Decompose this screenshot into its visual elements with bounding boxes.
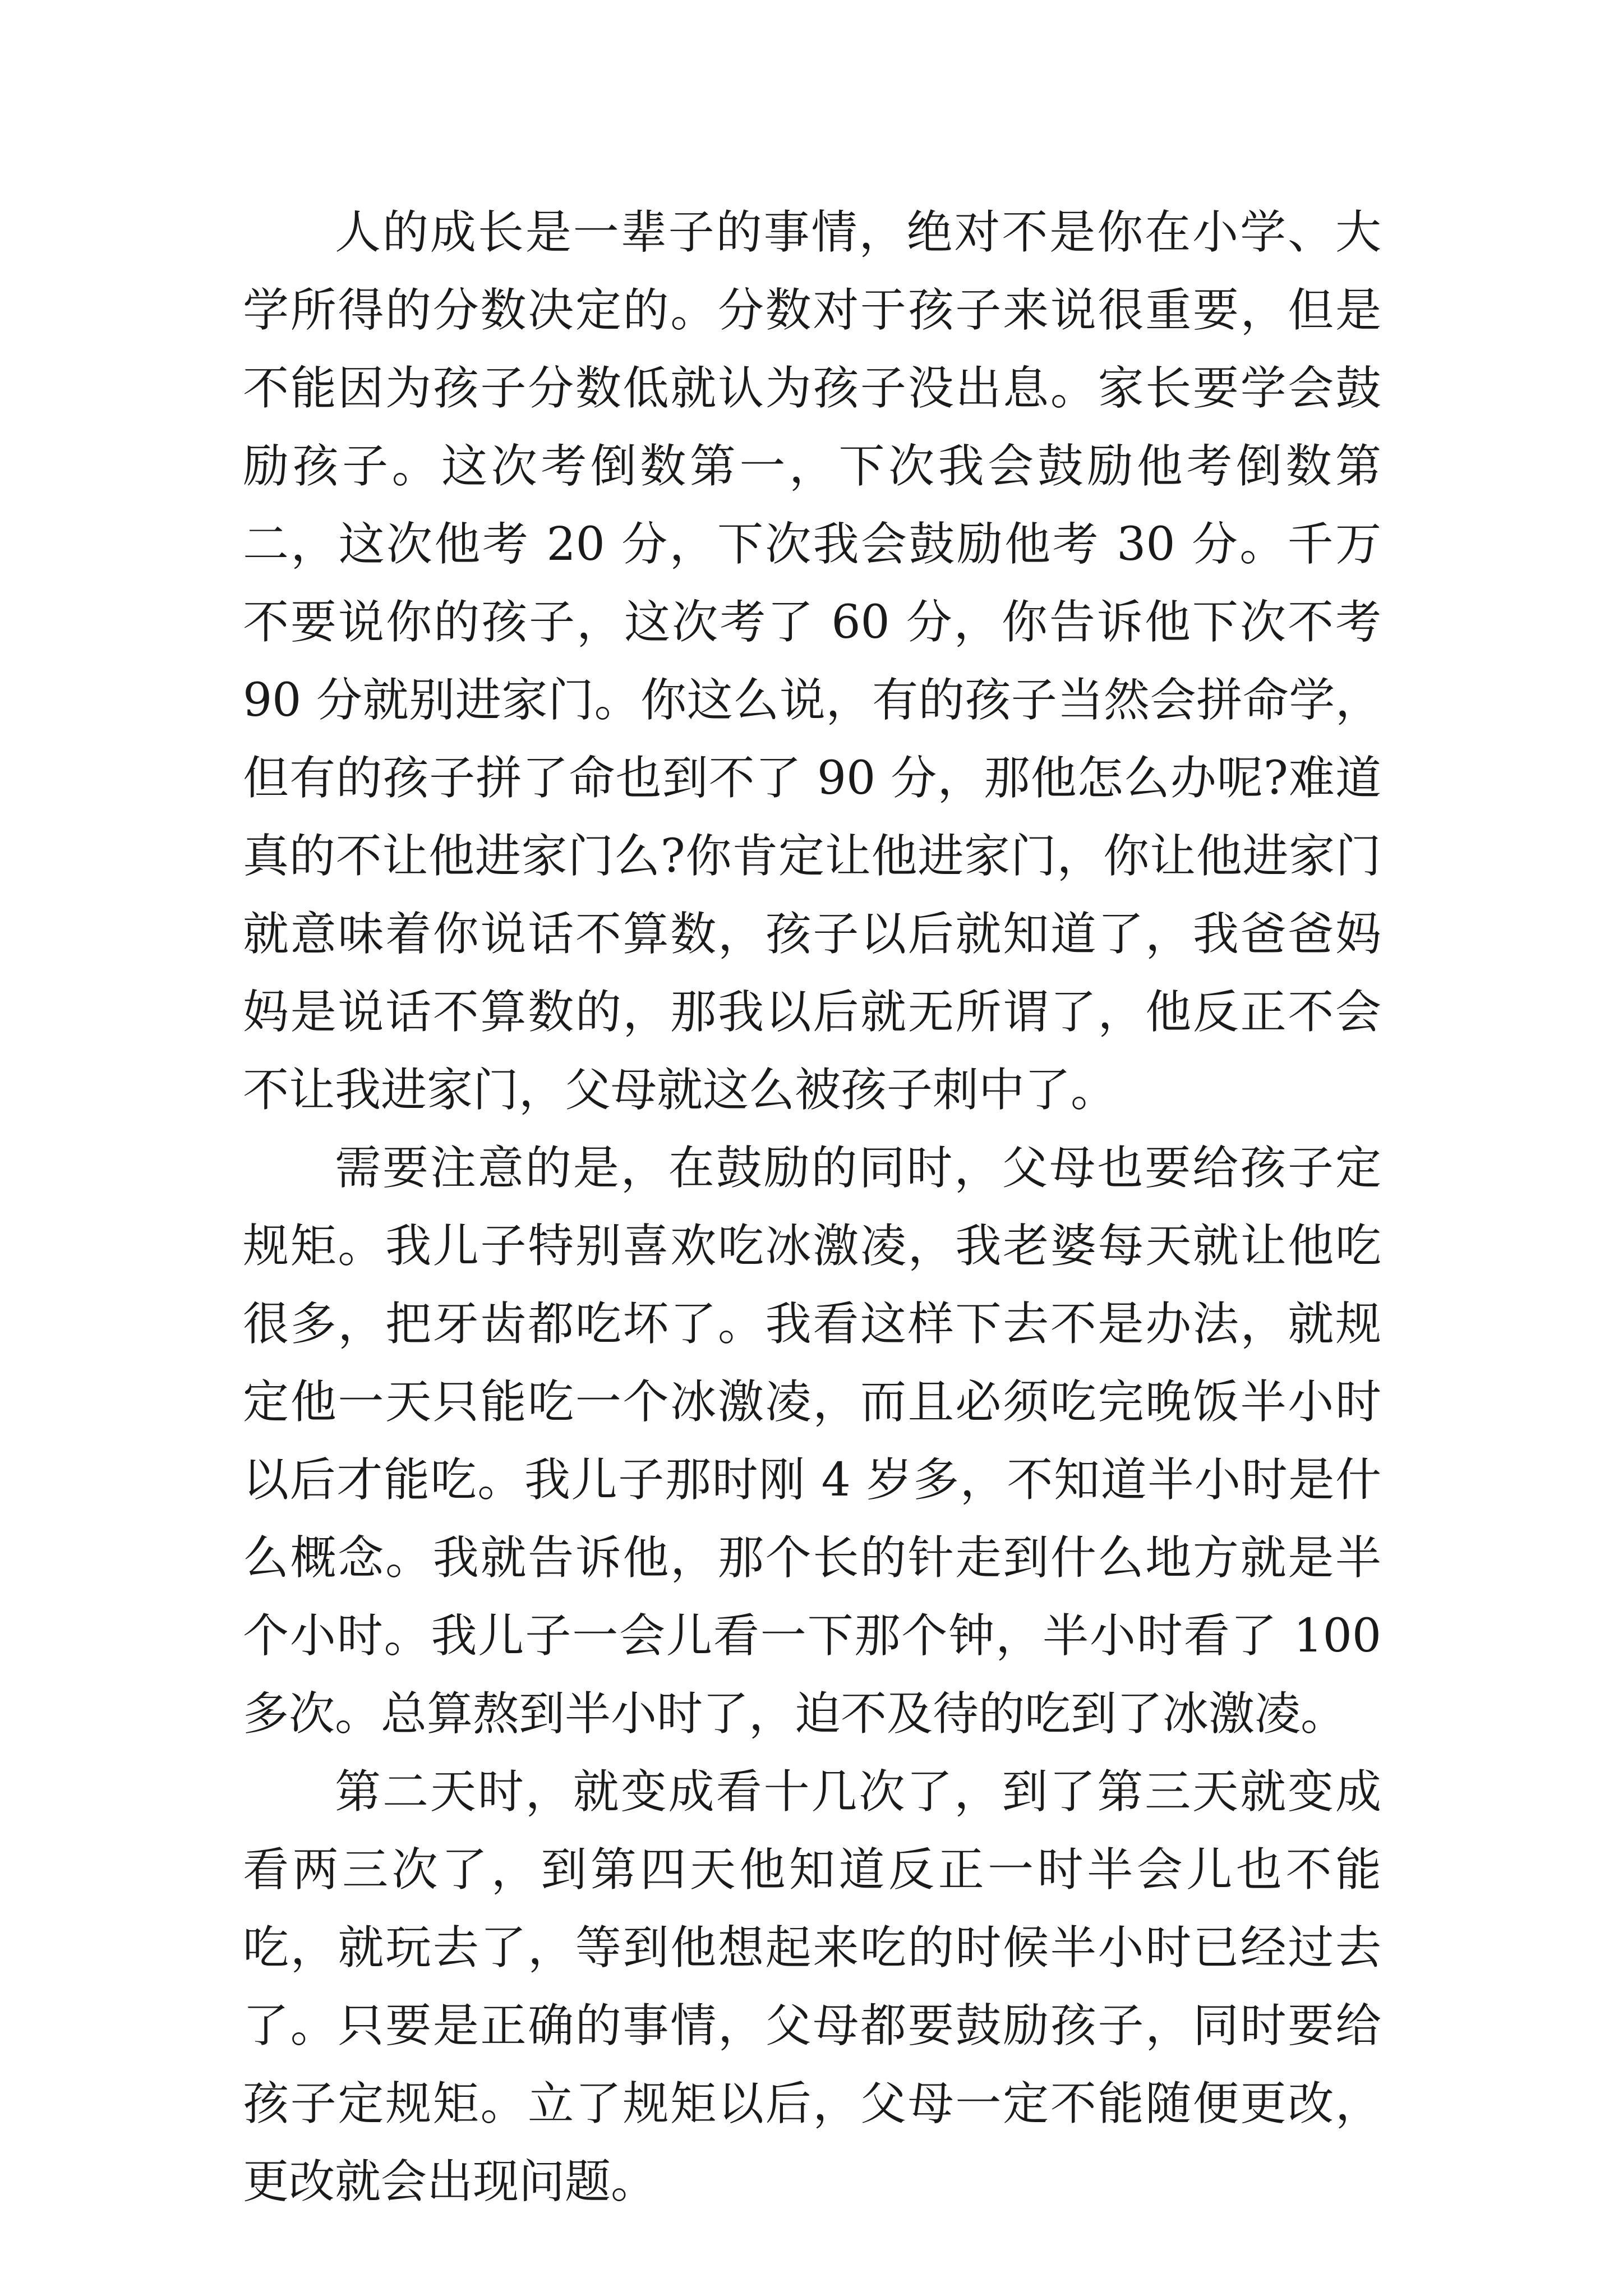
paragraph-1: 人的成长是一辈子的事情，绝对不是你在小学、大学所得的分数决定的。分数对于孩子来说很重要，但是不能因为孩子分数低就认为孩子没出息。家长要学会鼓励孩子。这次考倒数第一，下次我会鼓励他考倒数第二，这次他考 20 分，下次我会鼓励他考 30 分。千万不要说你的孩子，这次考了 60 分，你告诉他下次不考 90 分就别进家门。你这么说，有的孩子当然会拼命学，但有的孩子拼了命也到不了 90 分，那他怎么办呢?难道真的不让他进家门么?你肯定让他进家门，你让他进家门就意味着你说话不算数，孩子以后就知道了，我爸爸妈妈是说话不算数的，那我以后就无所谓了，他反正不会不让我进家门，父母就这么被孩子刺中了。 <box>243 206 1381 1117</box>
document-body <box>243 194 1381 2221</box>
paragraph-3: 第二天时，就变成看十几次了，到了第三天就变成看两三次了，到第四天他知道反正一时半会儿也不能吃，就玩去了，等到他想起来吃的时候半小时已经过去了。只要是正确的事情，父母都要鼓励孩子，同时要给孩子定规矩。立了规矩以后，父母一定不能随便更改，更改就会出现问题。 <box>243 1765 1381 2208</box>
paragraph-2: 需要注意的是，在鼓励的同时，父母也要给孩子定规矩。我儿子特别喜欢吃冰激凌，我老婆每天就让他吃很多，把牙齿都吃坏了。我看这样下去不是办法，就规定他一天只能吃一个冰激凌，而且必须吃完晚饭半小时以后才能吃。我儿子那时刚 4 岁多，不知道半小时是什么概念。我就告诉他，那个长的针走到什么地方就是半个小时。我儿子一会儿看一下那个钟，半小时看了 100 多次。总算熬到半小时了，迫不及待的吃到了冰激凌。 <box>243 1142 1381 1741</box>
